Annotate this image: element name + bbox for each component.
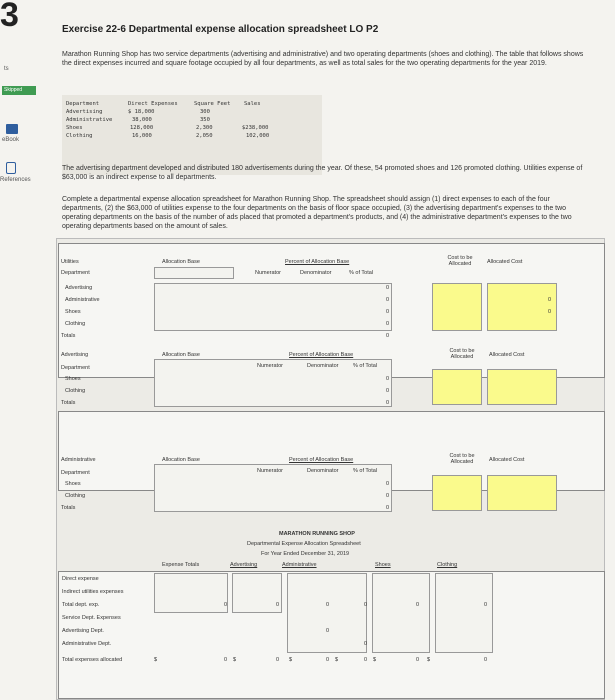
administrative-cost-input[interactable] [432,475,482,511]
summary-value: 0 [223,602,227,608]
summary-value: 0 [483,602,487,608]
summary-value: 0 [325,628,329,634]
table-cell: Advertising [66,109,103,115]
summary-value: 0 [275,602,279,608]
administrative-pct-value: 0 [385,505,389,511]
administrative-alloc-base-label: Allocation Base [162,457,200,463]
utilities-allocated-input[interactable] [487,283,557,331]
summary-col-expense-totals: Expense Totals [162,562,200,568]
advertising-row-clothing: Clothing [65,388,86,394]
summary-row-service: Service Dept. Expenses [62,615,121,621]
table-cell: 38,000 [132,117,152,123]
utilities-row-shoes: Shoes [65,309,81,315]
table-cell: 2,050 [196,133,213,139]
summary-col-administrative: Administrative [282,562,317,568]
table-cell: 300 [200,109,210,115]
ebook-link[interactable]: eBook [2,137,20,143]
utilities-title: Utilities [61,259,79,265]
utilities-allocated-value: 0 [547,297,551,303]
utilities-percent-label: Percent of Allocation Base [285,259,350,265]
pct-total-label: % of Total [353,363,378,369]
intro-paragraph: Marathon Running Shop has two service departments (advertising and administrative) and two operating departments (shoes and clothing). The table that follows shows the direct expenses incurred and square footage occupied by all four departments, as well as total sales for the two operating departments for the year 2019. [62,51,584,67]
advertising-percent-label: Percent of Allocation Base [289,352,354,358]
department-label: Department [61,365,90,371]
page-number: 3 [0,0,19,34]
left-rail [0,0,44,700]
administrative-row-clothing: Clothing [65,493,86,499]
summary-value: 0 [325,657,329,663]
administrative-row-totals: Totals [61,505,76,511]
administrative-allocated-label: Allocated Cost [489,457,525,463]
advertising-pct-value: 0 [385,400,389,406]
denominator-label: Denominator [300,270,332,276]
exercise-title: Exercise 22-6 Departmental expense allocation spreadsheet LO P2 [62,24,379,35]
summary-row-advertising: Advertising Dept. [62,628,104,634]
summary-value: 0 [363,657,367,663]
utilities-row-clothing: Clothing [65,321,86,327]
administrative-cost-label: Cost to be Allocated [449,453,475,465]
advertising-alloc-base-label: Allocation Base [162,352,200,358]
advertising-cost-input[interactable] [432,369,482,405]
denominator-label: Denominator [307,363,339,369]
ebook-icon[interactable] [6,124,18,134]
utilities-pct-value: 0 [385,285,389,291]
expense-data-table [62,95,322,175]
advertising-pct-value: 0 [385,376,389,382]
col-header-sales: Sales [244,101,261,107]
summary-dollar: $ [289,657,293,663]
administrative-pct-value: 0 [385,481,389,487]
advertising-cost-label: Cost to be Allocated [449,348,475,360]
table-cell: Clothing [66,133,93,139]
summary-col-advertising: Advertising [230,562,258,568]
summary-value: 0 [275,657,279,663]
pct-total-label: % of Total [349,270,374,276]
administrative-row-shoes: Shoes [65,481,81,487]
pct-total-label: % of Total [353,468,378,474]
table-cell: 2,300 [196,125,213,131]
numerator-label: Numerator [255,270,281,276]
summary-row-indirect: Indirect utilities expenses [62,589,124,595]
references-icon[interactable] [6,162,16,174]
utilities-allocated-value: 0 [547,309,551,315]
administrative-pct-value: 0 [385,493,389,499]
advertising-pct-value: 0 [385,388,389,394]
summary-row-total: Total dept. exp. [62,602,100,608]
summary-dollar: $ [154,657,158,663]
table-cell: Shoes [66,125,83,131]
utilities-row-advertising: Advertising [65,285,93,291]
advertising-paragraph: The advertising department developed and distributed 180 advertisements during the year. Of these, 54 promoted shoes and 126 promoted clothing. Utilities expense of $63,000 is an indirect expense to all departments. [62,165,583,181]
col-header-direct: Direct Expenses [128,101,178,107]
summary-row-administrative: Administrative Dept. [62,641,112,647]
summary-period: For Year Ended December 31, 2019 [261,551,350,557]
summary-title: Departmental Expense Allocation Spreadsheet [247,541,361,547]
allocation-spreadsheet [56,238,605,700]
table-cell: 350 [200,117,210,123]
utilities-allocated-label: Allocated Cost [487,259,523,265]
summary-value: 0 [483,657,487,663]
summary-dollar: $ [427,657,431,663]
table-cell: 128,000 [130,125,154,131]
utilities-row-administrative: Administrative [65,297,100,303]
utilities-input-grid[interactable] [154,283,392,331]
advertising-row-totals: Totals [61,400,76,406]
denominator-label: Denominator [307,468,339,474]
table-cell: Administrative [66,117,113,123]
advertising-allocated-input[interactable] [487,369,557,405]
summary-dollar: $ [373,657,377,663]
table-cell: 102,000 [246,133,270,139]
summary-row-total-allocated: Total expenses allocated [62,657,123,663]
references-link[interactable]: References [0,177,31,183]
summary-col-shoes: Shoes [375,562,391,568]
administrative-allocated-input[interactable] [487,475,557,511]
utilities-pct-value: 0 [385,297,389,303]
utilities-row-totals: Totals [61,333,76,339]
summary-value: 0 [415,602,419,608]
summary-row-direct: Direct expense [62,576,99,582]
summary-value: 0 [363,641,367,647]
numerator-label: Numerator [257,468,283,474]
utilities-pct-value: 0 [385,309,389,315]
table-cell: $238,000 [242,125,269,131]
summary-value: 0 [415,657,419,663]
summary-dollar: $ [233,657,237,663]
summary-company: MARATHON RUNNING SHOP [279,531,355,537]
advertising-title: Advertising [61,352,89,358]
utilities-pct-value: 0 [385,321,389,327]
utilities-alloc-base-input[interactable] [154,267,234,279]
summary-value: 0 [325,602,329,608]
summary-administrative-input[interactable] [287,573,367,653]
utilities-alloc-base-label: Allocation Base [162,259,200,265]
col-header-department: Department [66,101,100,107]
administrative-title: Administrative [61,457,96,463]
department-label: Department [61,270,90,276]
department-label: Department [61,470,90,476]
utilities-cost-input[interactable] [432,283,482,331]
utilities-pct-value: 0 [385,333,389,339]
summary-col-clothing: Clothing [437,562,458,568]
table-cell: $ 18,000 [128,109,155,115]
rail-item-ts[interactable]: ts [4,66,9,72]
utilities-cost-label: Cost to be Allocated [447,255,473,267]
summary-value: 0 [363,602,367,608]
col-header-sqft: Square Feet [194,101,231,107]
summary-dollar: $ [335,657,339,663]
summary-clothing-input[interactable] [435,573,493,653]
skipped-badge[interactable]: Skipped [2,86,36,95]
summary-shoes-input[interactable] [372,573,430,653]
administrative-percent-label: Percent of Allocation Base [289,457,354,463]
instructions-paragraph: Complete a departmental expense allocation spreadsheet for Marathon Running Shop. The spreadsheet should assign (1) direct expenses to each of the four departments, (2) the $63,000 of utilities expense to the four departments on the basis of floor space occupied, (3) the advertising department's expenses to the two operating departments on the basis of the number of ads placed that promoted a department's products, and (4) the administrative department's expenses to the two operating departments based on the amount of sales. [62,196,572,230]
table-cell: 16,000 [132,133,152,139]
advertising-row-shoes: Shoes [65,376,81,382]
summary-value: 0 [223,657,227,663]
numerator-label: Numerator [257,363,283,369]
advertising-allocated-label: Allocated Cost [489,352,525,358]
